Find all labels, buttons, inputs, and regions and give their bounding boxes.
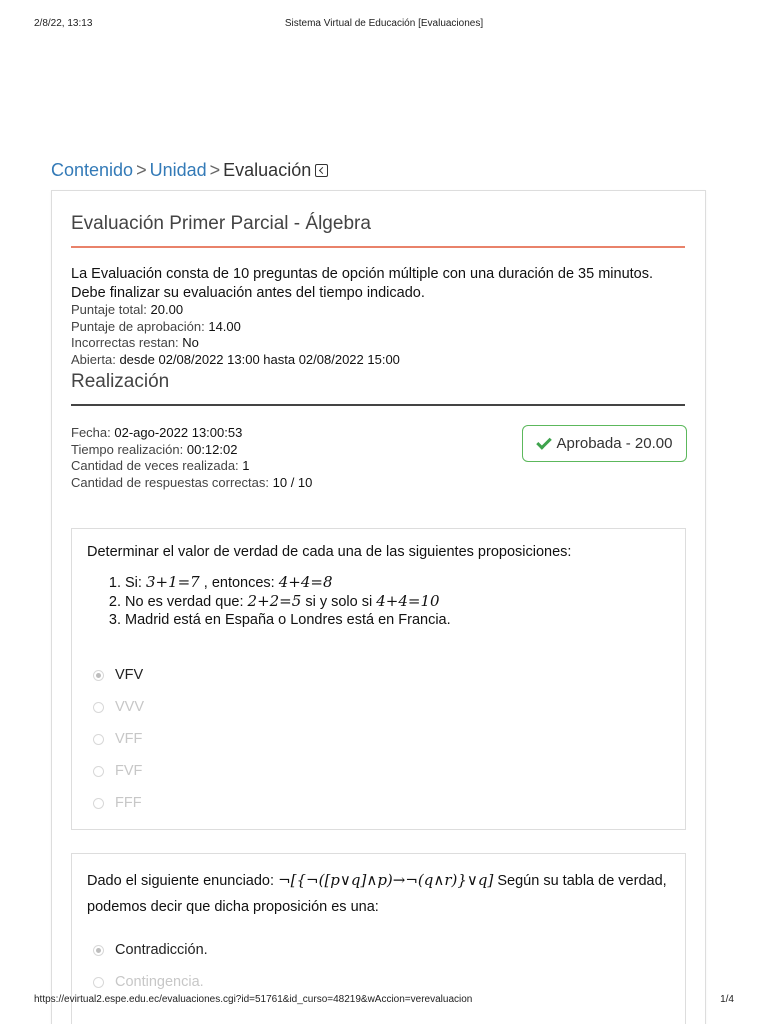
answer-option[interactable] (93, 691, 144, 723)
meta-value: desde 02/08/2022 13:00 hasta 02/08/2022 15:00 (119, 351, 400, 367)
proposition-item (125, 611, 451, 629)
breadcrumb-separator: > (136, 160, 147, 180)
attempt-count (71, 458, 312, 475)
answer-option-selected[interactable] (93, 934, 208, 966)
question-prompt: Determinar el valor de verdad de cada una de las siguientes proposiciones: (87, 544, 572, 560)
realizacion-title: Realización (71, 371, 170, 392)
attempt-correct-answers (71, 475, 312, 492)
status-badge (522, 425, 687, 462)
meta-value: No (182, 335, 199, 350)
meta-passing-score (71, 319, 400, 336)
print-page-title: Sistema Virtual de Educación [Evaluaciones] (284, 18, 484, 29)
radio-button[interactable] (93, 766, 104, 777)
radio-button[interactable] (93, 977, 104, 988)
breadcrumb-unidad-link[interactable]: Unidad (149, 160, 207, 180)
meta-value: 20.00 (150, 302, 184, 317)
back-icon[interactable] (315, 164, 328, 177)
meta-label: Puntaje de aprobación: (71, 318, 205, 334)
breadcrumb-separator: > (209, 160, 221, 180)
print-footer (0, 994, 768, 1008)
math-expression: 4+4=8 (278, 573, 333, 591)
option-label: VFV (115, 667, 144, 683)
breadcrumb (51, 158, 328, 182)
proposition-item (125, 592, 451, 611)
radio-button[interactable] (93, 702, 104, 713)
meta-open-period (71, 352, 400, 369)
breadcrumb-contenido-link[interactable]: Contenido (51, 160, 134, 180)
option-label: VVV (115, 699, 145, 715)
evaluation-description: La Evaluación consta de 10 preguntas de opción múltiple con una duración de 35 minutos. Debe finalizar su evaluación antes del tiempo indicado. (71, 266, 654, 301)
attempt-date (71, 425, 312, 442)
option-label: Contingencia. (115, 974, 204, 990)
radio-button[interactable] (93, 734, 104, 745)
math-expression: 4+4=10 (376, 592, 440, 610)
detail-value: 1 (242, 458, 250, 473)
evaluation-card (51, 190, 706, 1024)
math-expression: 3+1=7 (145, 573, 200, 591)
detail-label: Fecha: (71, 425, 111, 440)
option-label: FVF (115, 763, 143, 779)
question-prompt (87, 867, 667, 920)
proposition-text: , entonces: (199, 575, 279, 591)
math-expression: 2+2=5 (247, 592, 302, 610)
detail-value: 10 / 10 (272, 474, 313, 490)
answer-option[interactable] (93, 755, 144, 787)
proposition-text: Madrid está en España o Londres está en Francia. (125, 612, 451, 628)
detail-value: 02-ago-2022 13:00:53 (114, 425, 243, 440)
question-panel (71, 528, 686, 830)
meta-total-score (71, 302, 400, 319)
attempt-duration (71, 442, 312, 459)
option-label: Contradicción. (115, 942, 208, 958)
meta-value: 14.00 (208, 318, 241, 334)
breadcrumb-current: Evaluación (223, 160, 312, 180)
radio-button[interactable] (93, 798, 104, 809)
proposition-text: Si: (125, 575, 146, 591)
answer-option[interactable] (93, 787, 144, 819)
prompt-text: Según su tabla de verdad, podemos decir que dicha proposición es una: (87, 873, 667, 915)
detail-label: Cantidad de veces realizada: (71, 458, 239, 473)
meta-label: Abierta: (71, 351, 116, 367)
print-url: https://evirtual2.espe.edu.ec/evaluaciones.cgi?id=51761&id_curso=48219&wAccion=verevaluacion (34, 994, 473, 1005)
realizacion-divider (71, 404, 685, 406)
proposition-text: No es verdad que: (125, 594, 248, 610)
print-datetime: 2/8/22, 13:13 (34, 18, 93, 29)
meta-label: Incorrectas restan: (71, 335, 179, 350)
logic-formula: ¬[{¬([p∨q]∧p)→¬(q∧r)}∨q] (278, 871, 494, 889)
answer-option[interactable] (93, 723, 144, 755)
evaluation-meta (71, 302, 400, 368)
answer-option-selected[interactable] (93, 659, 144, 691)
print-page-number: 1/4 (720, 994, 734, 1005)
radio-button[interactable] (93, 945, 104, 956)
option-label: VFF (115, 731, 143, 747)
title-divider (71, 246, 685, 248)
detail-label: Cantidad de respuestas correctas: (71, 474, 269, 490)
evaluation-title: Evaluación Primer Parcial - Álgebra (71, 213, 371, 234)
status-label: Aprobada - 20.00 (556, 435, 673, 452)
print-header (0, 18, 768, 32)
check-icon (536, 434, 552, 450)
option-label: FFF (115, 795, 142, 811)
detail-label: Tiempo realización: (71, 441, 184, 457)
prompt-text: Dado el siguiente enunciado: (87, 873, 279, 889)
proposition-list (87, 573, 451, 629)
proposition-text: si y solo si (301, 594, 377, 610)
proposition-item (125, 573, 451, 592)
meta-label: Puntaje total: (71, 302, 147, 317)
meta-incorrect-subtract (71, 335, 400, 352)
detail-value: 00:12:02 (186, 441, 238, 457)
attempt-details (71, 425, 312, 491)
answer-options (93, 659, 144, 819)
answer-options (93, 934, 208, 998)
radio-button[interactable] (93, 670, 104, 681)
